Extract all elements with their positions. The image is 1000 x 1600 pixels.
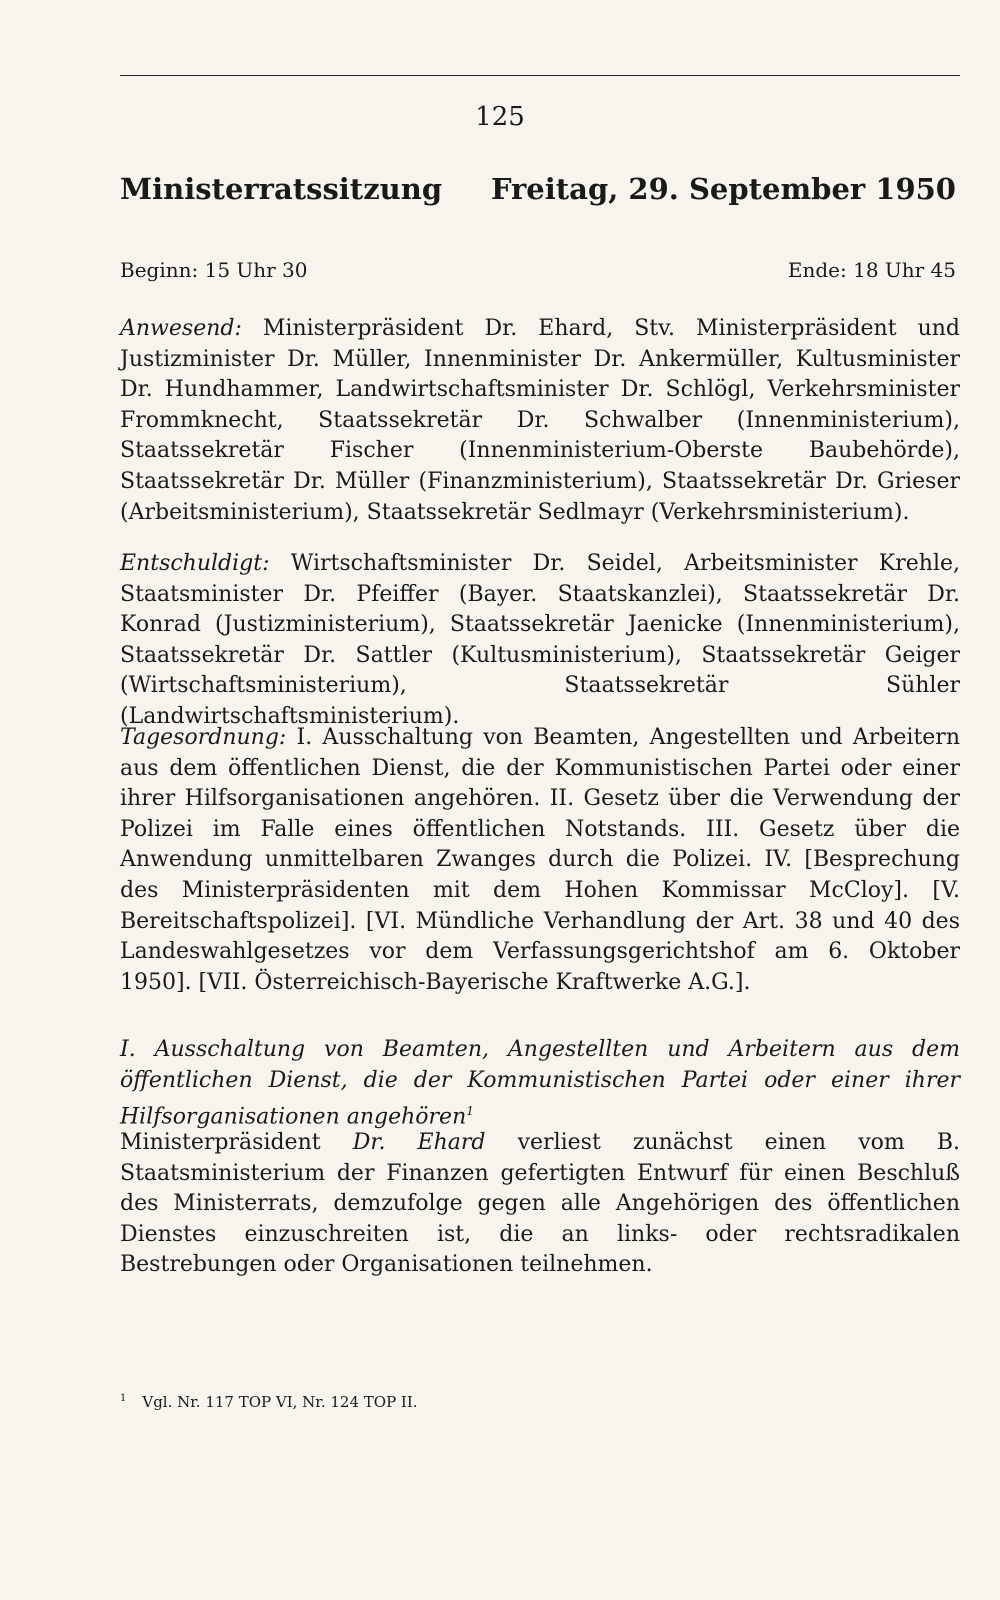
attendees-text: Ministerpräsident Dr. Ehard, Stv. Ministerpräsident und Justizminister Dr. Müller, Innenminister Dr. Ankermüller, Kultusminister Dr. Hundhammer, Landwirtschaftsminister Dr. Schlögl, Verkehrsminister Frommknecht, Staatssekretär Dr. Schwalber (Innenministerium), Staatssekretär Fischer (Innenministerium-Oberste Baubehörde), Staatssekretär Dr. Müller (Finanzministerium), Staatssekretär Dr. Grieser (Arbeitsministerium), Staatssekretär Sedlmayr (Verkehrsministerium). [120,316,960,525]
section-1-title [120,1035,960,1133]
session-title: Ministerratssitzung [120,172,443,206]
attendees-label: Anwesend: [120,316,242,341]
section-1-body-start: Ministerpräsident [120,1130,353,1155]
start-time: Beginn: 15 Uhr 30 [120,258,308,282]
footnote-text: Vgl. Nr. 117 TOP VI, Nr. 124 TOP II. [142,1393,418,1411]
excused-text: Wirtschaftsminister Dr. Seidel, Arbeitsminister Krehle, Staatsminister Dr. Pfeiffer (Bayer. Staatskanzlei), Staatssekretär Dr. Konrad (Justizministerium), Staatssekretär Jaenicke (Innenministerium), Staatssekretär Dr. Sattler (Kultusministerium), Staatssekretär Geiger (Wirtschaftsministerium), Staatssekretär Sühler (Landwirtschaftsministerium). [120,551,960,729]
attendees-paragraph [120,314,960,528]
speaker-name: Dr. Ehard [352,1130,486,1155]
session-date: Freitag, 29. September 1950 [490,172,956,206]
agenda-label: Tagesordnung: [120,725,287,750]
section-1-body [120,1128,960,1281]
section-1-body-rest: verliest zunächst einen vom B. Staatsministerium der Finanzen gefertigten Entwurf für einen Beschluß des Ministerrats, demzufolge gegen alle Angehörigen des öffentlichen Dienstes einzuschreiten ist, die an links- oder rechtsradikalen Bestrebungen oder Organisationen teilnehmen. [120,1130,960,1278]
excused-label: Entschuldigt: [120,551,270,576]
end-time: Ende: 18 Uhr 45 [787,258,956,282]
agenda-text: I. Ausschaltung von Beamten, Angestellten und Arbeitern aus dem öffentlichen Dienst, die der Kommunistischen Partei oder einer ihrer Hilfsorganisationen angehören. II. Gesetz über die Verwendung der Polizei im Falle eines öffentlichen Notstands. III. Gesetz über die Anwendung unmittelbaren Zwanges durch die Polizei. IV. [Besprechung des Ministerpräsidenten mit dem Hohen Kommissar McCloy]. [V. Bereitschaftspolizei]. [VI. Mündliche Verhandlung der Art. 38 und 40 des Landeswahlgesetzes vor dem Verfassungsgerichtshof am 6. Oktober 1950]. [VII. Österreichisch-Bayerische Kraftwerke A.G.]. [120,725,960,995]
document-number: 125 [475,102,525,132]
session-header [120,172,956,206]
header-rule [120,75,960,76]
agenda-paragraph [120,723,960,998]
excused-paragraph [120,549,960,733]
footnote-number: 1 [120,1393,127,1404]
footnote-reference[interactable]: 1 [466,1104,474,1119]
section-1-title-text: I. Ausschaltung von Beamten, Angestellten und Arbeitern aus dem öffentlichen Dienst, die der Kommunistischen Partei oder einer ihrer Hilfsorganisationen angehören [120,1037,960,1130]
session-times [120,258,956,282]
footnote [120,1393,960,1411]
